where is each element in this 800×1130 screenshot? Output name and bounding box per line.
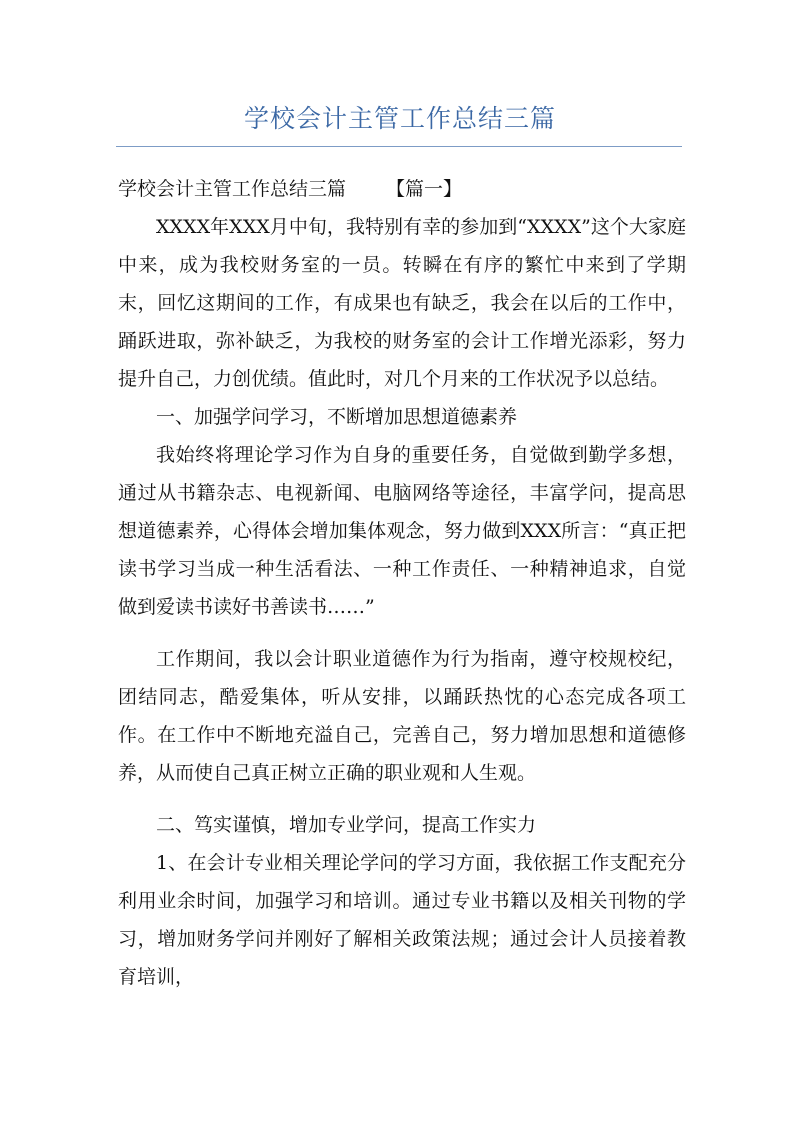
document-title: 学校会计主管工作总结三篇	[243, 104, 556, 133]
paragraph-professional: 1、在会计专业相关理论学问的学习方面，我依据工作支配充分利用业余时间，加强学习和培训。通过专业书籍以及相关刊物的学习，增加财务学问并刚好了解相关政策法规；通过会计人员接着教育培训，	[118, 852, 686, 988]
document-body	[118, 170, 686, 996]
section-part-mark: 【篇一】	[386, 178, 463, 200]
paragraph-study: 我始终将理论学习作为自身的重要任务，自觉做到勤学多想，通过从书籍杂志、电视新闻、电脑网络等途径，丰富学问，提高思想道德素养，心得体会增加集体观念，努力做到XXX所言：“真正把读书学习当成一种生活看法、一种工作责任、一种精神追求，自觉做到爱读书读好书善读书……”	[118, 444, 686, 618]
paragraph-ethics: 工作期间，我以会计职业道德作为行为指南，遵守校规校纪，团结同志，酷爱集体，听从安排，以踊跃热忱的心态完成各项工作。在工作中不断地充溢自己，完善自己，努力增加思想和道德修养，从而使自己真正树立正确的职业观和人生观。	[118, 648, 686, 784]
paragraph-heading-two: 二、笃实谨慎，增加专业学问，提高工作实力	[156, 814, 537, 836]
paragraph-intro: XXXX年XXX月中旬，我特别有幸的参加到“XXXX”这个大家庭中来，成为我校财务室的一员。转瞬在有序的繁忙中来到了学期末，回忆这期间的工作，有成果也有缺乏，我会在以后的工作中，踊跃进取，弥补缺乏，为我校的财务室的会计工作增光添彩，努力提升自己，力创优绩。值此时，对几个月来的工作状况予以总结。	[118, 216, 686, 390]
section-heading-text: 学校会计主管工作总结三篇	[118, 178, 347, 200]
title-divider	[116, 146, 682, 147]
paragraph-heading-one: 一、加强学问学习，不断增加思想道德素养	[156, 406, 518, 428]
section-heading	[118, 170, 686, 208]
